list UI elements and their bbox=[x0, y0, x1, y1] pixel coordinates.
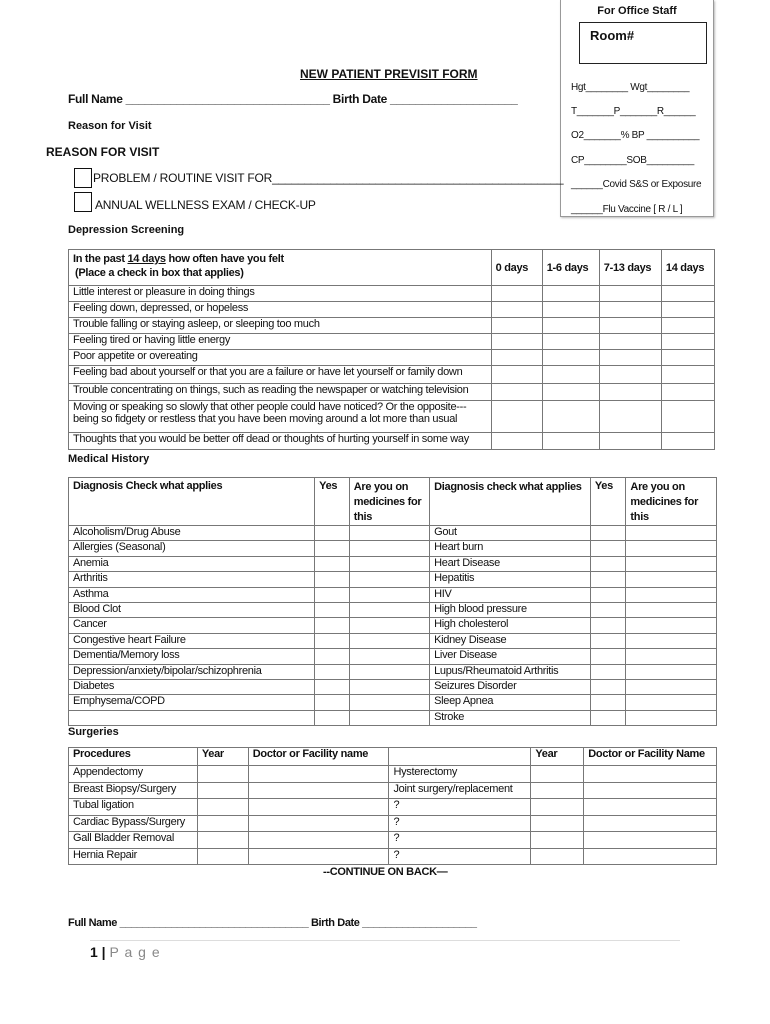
diagnosis-item: Lupus/Rheumatoid Arthritis bbox=[430, 664, 591, 679]
diagnosis-item: Arthritis bbox=[69, 572, 315, 587]
answer-cell[interactable] bbox=[542, 366, 599, 384]
medicine-cell[interactable] bbox=[626, 664, 717, 679]
medicine-cell[interactable] bbox=[626, 572, 717, 587]
office-staff-title: For Office Staff bbox=[597, 5, 677, 17]
answer-cell[interactable] bbox=[661, 286, 714, 302]
medicine-cell[interactable] bbox=[349, 541, 429, 556]
medicine-cell[interactable] bbox=[349, 572, 429, 587]
yes-header-right: Yes bbox=[590, 478, 626, 526]
diagnosis-item: Alcoholism/Drug Abuse bbox=[69, 526, 315, 541]
answer-cell[interactable] bbox=[542, 350, 599, 366]
medical-history-table bbox=[68, 477, 717, 726]
doctor-cell[interactable] bbox=[584, 848, 717, 865]
diagnosis-item: Stroke bbox=[430, 710, 591, 725]
page-number: 1 | P a g e bbox=[90, 944, 161, 960]
depression-item: Thoughts that you would be better off dead or thoughts of hurting yourself in some way bbox=[69, 433, 492, 450]
footer-name-birth-date-line[interactable]: Full Name _________________________________ Birth Date ____________________ bbox=[68, 917, 477, 929]
year-cell[interactable] bbox=[197, 815, 248, 832]
depression-item: Little interest or pleasure in doing things bbox=[69, 286, 492, 302]
answer-cell[interactable] bbox=[491, 350, 542, 366]
answer-cell[interactable] bbox=[542, 318, 599, 334]
medicines-header-left: Are you on medicines for this bbox=[349, 478, 429, 526]
vitals-height-weight[interactable]: Hgt________ Wgt________ bbox=[571, 82, 690, 93]
medicine-cell[interactable] bbox=[626, 710, 717, 725]
col-1-6-days: 1-6 days bbox=[542, 250, 599, 286]
vitals-temp-pulse-resp[interactable]: T_______P_______R______ bbox=[571, 106, 696, 117]
answer-cell[interactable] bbox=[542, 384, 599, 401]
procedures-header: Procedures bbox=[69, 748, 198, 766]
answer-cell[interactable] bbox=[599, 401, 661, 433]
depression-item: Moving or speaking so slowly that other people could have noticed? Or the opposite--- being so fidgety or restless that you have been moving around a lot more than usual bbox=[69, 401, 492, 433]
yes-cell[interactable] bbox=[315, 633, 350, 648]
doctor-header-right: Doctor or Facility Name bbox=[584, 748, 717, 766]
depression-item: Trouble concentrating on things, such as reading the newspaper or watching television bbox=[69, 384, 492, 401]
medicine-cell[interactable] bbox=[349, 618, 429, 633]
yes-cell[interactable] bbox=[315, 695, 350, 710]
diagnosis-item: Hepatitis bbox=[430, 572, 591, 587]
medicine-cell[interactable] bbox=[349, 710, 429, 725]
answer-cell[interactable] bbox=[599, 286, 661, 302]
procedure-item: Hernia Repair bbox=[69, 848, 198, 865]
answer-cell[interactable] bbox=[661, 350, 714, 366]
yes-cell[interactable] bbox=[590, 664, 626, 679]
reason-for-visit-heading: REASON FOR VISIT bbox=[46, 145, 160, 159]
yes-cell[interactable] bbox=[315, 602, 350, 617]
year-cell[interactable] bbox=[197, 766, 248, 783]
medicine-cell[interactable] bbox=[349, 526, 429, 541]
answer-cell[interactable] bbox=[661, 302, 714, 318]
medicine-cell[interactable] bbox=[349, 556, 429, 571]
yes-header-left: Yes bbox=[315, 478, 350, 526]
surgeries-table bbox=[68, 747, 717, 865]
diagnosis-item: Anemia bbox=[69, 556, 315, 571]
medicine-cell[interactable] bbox=[349, 649, 429, 664]
diagnosis-header-left: Diagnosis Check what applies bbox=[69, 478, 315, 526]
diagnosis-item: Heart burn bbox=[430, 541, 591, 556]
office-staff-box bbox=[560, 0, 714, 217]
answer-cell[interactable] bbox=[661, 401, 714, 433]
answer-cell[interactable] bbox=[599, 350, 661, 366]
answer-cell[interactable] bbox=[661, 318, 714, 334]
procedure-item: Appendectomy bbox=[69, 766, 198, 783]
procedure-item: ? bbox=[389, 815, 531, 832]
diagnosis-item: Diabetes bbox=[69, 679, 315, 694]
answer-cell[interactable] bbox=[599, 334, 661, 350]
problem-visit-checkbox[interactable] bbox=[74, 168, 92, 188]
full-name-birth-date-line[interactable]: Full Name ________________________________ Birth Date ____________________ bbox=[68, 92, 518, 106]
answer-cell[interactable] bbox=[491, 384, 542, 401]
procedure-item: ? bbox=[389, 799, 531, 816]
yes-cell[interactable] bbox=[315, 556, 350, 571]
doctor-cell[interactable] bbox=[584, 832, 717, 849]
medicine-cell[interactable] bbox=[626, 556, 717, 571]
doctor-cell[interactable] bbox=[248, 799, 389, 816]
diagnosis-item: Gout bbox=[430, 526, 591, 541]
answer-cell[interactable] bbox=[542, 433, 599, 450]
procedure-item: Cardiac Bypass/Surgery bbox=[69, 815, 198, 832]
answer-cell[interactable] bbox=[599, 318, 661, 334]
answer-cell[interactable] bbox=[491, 318, 542, 334]
answer-cell[interactable] bbox=[661, 334, 714, 350]
yes-cell[interactable] bbox=[590, 633, 626, 648]
procedure-item: Breast Biopsy/Surgery bbox=[69, 782, 198, 799]
medicine-cell[interactable] bbox=[349, 633, 429, 648]
answer-cell[interactable] bbox=[599, 366, 661, 384]
year-cell[interactable] bbox=[531, 832, 584, 849]
year-cell[interactable] bbox=[531, 848, 584, 865]
yes-cell[interactable] bbox=[590, 710, 626, 725]
depression-item: Poor appetite or overeating bbox=[69, 350, 492, 366]
procedure-item: Tubal ligation bbox=[69, 799, 198, 816]
col-14-days: 14 days bbox=[661, 250, 714, 286]
diagnosis-item: Blood Clot bbox=[69, 602, 315, 617]
yes-cell[interactable] bbox=[315, 664, 350, 679]
answer-cell[interactable] bbox=[599, 302, 661, 318]
yes-cell[interactable] bbox=[590, 526, 626, 541]
medicine-cell[interactable] bbox=[626, 602, 717, 617]
procedure-item: Joint surgery/replacement bbox=[389, 782, 531, 799]
col-0-days: 0 days bbox=[491, 250, 542, 286]
medicine-cell[interactable] bbox=[626, 526, 717, 541]
diagnosis-item: Allergies (Seasonal) bbox=[69, 541, 315, 556]
room-number-box[interactable] bbox=[579, 22, 707, 64]
diagnosis-item: Liver Disease bbox=[430, 649, 591, 664]
medicine-cell[interactable] bbox=[626, 679, 717, 694]
diagnosis-item bbox=[69, 710, 315, 725]
doctor-cell[interactable] bbox=[248, 782, 389, 799]
year-cell[interactable] bbox=[197, 799, 248, 816]
depression-item: Feeling down, depressed, or hopeless bbox=[69, 302, 492, 318]
problem-visit-label: PROBLEM / ROUTINE VISIT FOR_____________________________________________ bbox=[93, 171, 564, 185]
yes-cell[interactable] bbox=[315, 526, 350, 541]
doctor-cell[interactable] bbox=[248, 848, 389, 865]
yes-cell[interactable] bbox=[315, 618, 350, 633]
footer-divider bbox=[90, 940, 680, 941]
medicine-cell[interactable] bbox=[349, 664, 429, 679]
answer-cell[interactable] bbox=[661, 433, 714, 450]
depression-screening-heading: Depression Screening bbox=[68, 224, 185, 236]
yes-cell[interactable] bbox=[590, 587, 626, 602]
diagnosis-item: High cholesterol bbox=[430, 618, 591, 633]
diagnosis-item: High blood pressure bbox=[430, 602, 591, 617]
answer-cell[interactable] bbox=[542, 302, 599, 318]
doctor-cell[interactable] bbox=[248, 766, 389, 783]
year-cell[interactable] bbox=[197, 832, 248, 849]
year-cell[interactable] bbox=[531, 782, 584, 799]
medicine-cell[interactable] bbox=[626, 649, 717, 664]
answer-cell[interactable] bbox=[491, 334, 542, 350]
answer-cell[interactable] bbox=[661, 366, 714, 384]
flu-vaccine-line[interactable]: ______Flu Vaccine [ R / L ] bbox=[571, 204, 683, 215]
answer-cell[interactable] bbox=[491, 433, 542, 450]
diagnosis-item: Heart Disease bbox=[430, 556, 591, 571]
year-header-right: Year bbox=[531, 748, 584, 766]
answer-cell[interactable] bbox=[599, 433, 661, 450]
yes-cell[interactable] bbox=[590, 679, 626, 694]
medicine-cell[interactable] bbox=[626, 618, 717, 633]
yes-cell[interactable] bbox=[590, 572, 626, 587]
medicine-cell[interactable] bbox=[626, 633, 717, 648]
procedure-item: ? bbox=[389, 832, 531, 849]
diagnosis-item: Seizures Disorder bbox=[430, 679, 591, 694]
medical-history-heading: Medical History bbox=[68, 453, 150, 465]
depression-table bbox=[68, 249, 715, 450]
doctor-cell[interactable] bbox=[584, 766, 717, 783]
diagnosis-item: Asthma bbox=[69, 587, 315, 602]
covid-line[interactable]: ______Covid S&S or Exposure bbox=[571, 179, 702, 190]
diagnosis-header-right: Diagnosis check what applies bbox=[430, 478, 591, 526]
doctor-cell[interactable] bbox=[248, 815, 389, 832]
answer-cell[interactable] bbox=[661, 384, 714, 401]
medicine-cell[interactable] bbox=[626, 541, 717, 556]
diagnosis-item: Cancer bbox=[69, 618, 315, 633]
answer-cell[interactable] bbox=[599, 384, 661, 401]
yes-cell[interactable] bbox=[590, 556, 626, 571]
procedure-item: ? bbox=[389, 848, 531, 865]
depression-question-header: In the past 14 days how often have you felt (Place a check in box that applies) bbox=[69, 250, 492, 286]
procedure-item: Hysterectomy bbox=[389, 766, 531, 783]
vitals-cp-sob[interactable]: CP________SOB_________ bbox=[571, 155, 694, 166]
col-7-13-days: 7-13 days bbox=[599, 250, 661, 286]
continue-on-back: --CONTINUE ON BACK— bbox=[323, 866, 448, 878]
procedure-item: Gall Bladder Removal bbox=[69, 832, 198, 849]
diagnosis-item: Emphysema/COPD bbox=[69, 695, 315, 710]
year-cell[interactable] bbox=[531, 799, 584, 816]
answer-cell[interactable] bbox=[491, 302, 542, 318]
yes-cell[interactable] bbox=[590, 602, 626, 617]
year-cell[interactable] bbox=[197, 782, 248, 799]
diagnosis-item: Depression/anxiety/bipolar/schizophrenia bbox=[69, 664, 315, 679]
medicine-cell[interactable] bbox=[626, 587, 717, 602]
depression-item: Trouble falling or staying asleep, or sleeping too much bbox=[69, 318, 492, 334]
surgeries-heading: Surgeries bbox=[68, 726, 119, 738]
year-cell[interactable] bbox=[197, 848, 248, 865]
year-cell[interactable] bbox=[531, 766, 584, 783]
yes-cell[interactable] bbox=[315, 710, 350, 725]
doctor-cell[interactable] bbox=[584, 815, 717, 832]
doctor-cell[interactable] bbox=[584, 782, 717, 799]
doctor-cell[interactable] bbox=[584, 799, 717, 816]
yes-cell[interactable] bbox=[315, 572, 350, 587]
medicine-cell[interactable] bbox=[349, 695, 429, 710]
answer-cell[interactable] bbox=[542, 401, 599, 433]
answer-cell[interactable] bbox=[491, 366, 542, 384]
yes-cell[interactable] bbox=[590, 695, 626, 710]
medicine-cell[interactable] bbox=[349, 587, 429, 602]
yes-cell[interactable] bbox=[315, 679, 350, 694]
yes-cell[interactable] bbox=[590, 649, 626, 664]
room-label: Room# bbox=[590, 28, 635, 43]
annual-wellness-label: ANNUAL WELLNESS EXAM / CHECK-UP bbox=[95, 198, 316, 212]
yes-cell[interactable] bbox=[590, 618, 626, 633]
yes-cell[interactable] bbox=[590, 541, 626, 556]
year-cell[interactable] bbox=[531, 815, 584, 832]
medicine-cell[interactable] bbox=[626, 695, 717, 710]
vitals-o2-bp[interactable]: O2_______% BP __________ bbox=[571, 130, 700, 141]
diagnosis-item: Congestive heart Failure bbox=[69, 633, 315, 648]
answer-cell[interactable] bbox=[491, 401, 542, 433]
doctor-cell[interactable] bbox=[248, 832, 389, 849]
medicine-cell[interactable] bbox=[349, 602, 429, 617]
procedure-header-right bbox=[389, 748, 531, 766]
diagnosis-item: Sleep Apnea bbox=[430, 695, 591, 710]
depression-item: Feeling tired or having little energy bbox=[69, 334, 492, 350]
yes-cell[interactable] bbox=[315, 541, 350, 556]
annual-wellness-checkbox[interactable] bbox=[74, 192, 92, 212]
yes-cell[interactable] bbox=[315, 649, 350, 664]
yes-cell[interactable] bbox=[315, 587, 350, 602]
answer-cell[interactable] bbox=[542, 286, 599, 302]
answer-cell[interactable] bbox=[491, 286, 542, 302]
diagnosis-item: HIV bbox=[430, 587, 591, 602]
diagnosis-item: Kidney Disease bbox=[430, 633, 591, 648]
form-title: NEW PATIENT PREVISIT FORM bbox=[300, 67, 478, 81]
diagnosis-item: Dementia/Memory loss bbox=[69, 649, 315, 664]
answer-cell[interactable] bbox=[542, 334, 599, 350]
doctor-header-left: Doctor or Facility name bbox=[248, 748, 389, 766]
year-header-left: Year bbox=[197, 748, 248, 766]
medicine-cell[interactable] bbox=[349, 679, 429, 694]
reason-for-visit-label: Reason for Visit bbox=[68, 120, 152, 132]
depression-item: Feeling bad about yourself or that you are a failure or have let yourself or family down bbox=[69, 366, 492, 384]
medicines-header-right: Are you on medicines for this bbox=[626, 478, 717, 526]
